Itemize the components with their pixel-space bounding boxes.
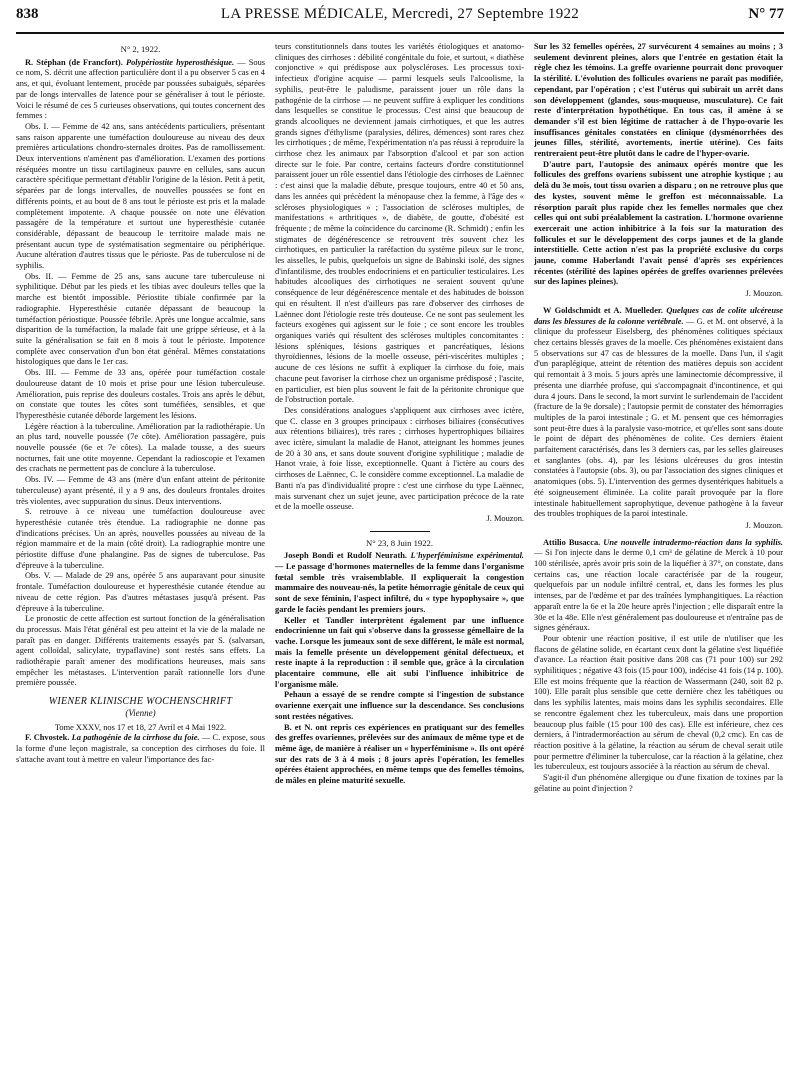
issue-line: N° 23, 8 Juin 1922. [366,537,433,548]
issue-line: N° 2, 1922. [120,44,161,54]
article-title: Une nouvelle intradermo-réaction dans la syphilis. [603,537,783,547]
abstract-bondi-neurath [275,551,524,615]
observation-4: Obs. IV. — Femme de 43 ans (mère d'un enfant atteint de péritonite tuberculeuse) ayant présenté, il y a 9 ans, des douleurs frontales droites très violentes, avec suppuration du sinus. Deux interventions. [16,475,265,506]
author: W Goldschmidt et A. Muelleder. [543,305,663,315]
abstract-paragraph: Pehaun a essayé de se rendre compte si l'ingestion de substance ovarienne exerçait une influence sur la descendance. Ses conclusions sont restées négatives. [275,690,524,721]
cirrhosis-paragraph-2: Des considérations analogues s'appliquent aux cirrhoses avec ictère, que C. classe en 3 groupes principaux : cirrhoses biliaires (consécutives aux rétentions biliaires), très rares ; cirrhoses hypertrophiques biliaires avec ictère, simulant la maladie de Hanot, atteignant les hommes jeunes de 20 à 30 ans, et sans doute souvent d'origine syphilitique ; maladie de Hanot vraie, à foie lisse, exceptionnelle. Quant à l'ictère au cours des cirrhoses de Laënnec, C. le considère comme exceptionnel. La maladie de Banti n'a pas d'individualité propre : c'est une cirrhose du type Laënnec, mais survenant chez un sujet jeune, avec participation précoce de la rate et de la moelle osseuse. [275,405,524,512]
abstract-stephan [16,58,265,122]
article-title: Quelques cas de colite ulcéreuse dans les blessures de la colonne vertébrale. [534,305,783,326]
prognosis-paragraph: Le pronostic de cette affection est surtout fonction de la généralisation du processus. Mais l'état général est peu atteint et la vie de la malade ne paraît pas en danger. Différents traitements essayés par S. (salvarsan, agent colloïdal, salicylate, trypaflavine) sont restés sans effets. La radiothérapie paraît amener des modifications heureuses, mais sans empêcher les métastases. L'intervention paraît rationnelle lors d'une première poussée. [16,614,265,688]
abstract-paragraph: B. et N. ont repris ces expériences en pratiquant sur des femelles des greffes ovariennes, prélevées sur des animaux de même type et de même âge, de manière à réaliser un « hyperféminisme ». Ils ont opéré sur des rats de 3 à 4 mois ; 8 jours après l'opération, les femelles opérées étaient approchées, en même temps que des femelles témoins, de mâles en pleine maturité sexuelle. [275,722,524,786]
cirrhosis-continued: teurs constitutionnels dans toutes les variétés étiologiques et anatomo-cliniques des cirrhoses : débilité congénitale du foie, et surtout, « diathèse conjonctive » qui prédispose aux polyscléroses. Les processus toxi-infectieux d'origine acquise — parmi lesquels seuls l'alcoolisme, la syphilis, peut-être le paludisme, paraissent jouer un rôle dans la pathogénie de la cirrhose — ne peuvent suffire à expliquer les conditions dans lesquelles se constitue le processus. C'est ainsi que beaucoup de grands alcooliques ne deviennent jamais cirrhotiques, et que les autres grands signes d'éthylisme (paralysies, délires, démences) sont rares chez les cirrhotiques ; de même, l'expérimentation n'a pas réussi à reproduire la cirrhose chez les animaux par l'absorption d'alcool et par son action directe sur le foie. Par contre, certains facteurs d'ordre constitutionnel paraissent jouer un rôle essentiel dans l'étiologie des cirrhoses de Laënnec : c'est ainsi que la maladie débute, presque toujours, entre 40 et 50 ans, dans les années qui précèdent la ménopause chez la femme, à l'âge des « scléroses physiologiques » ; l'association de scléroses multiples, de manifestations « arthritiques », de diabète, de goutte, d'obésité est fréquente ; de même la coïncidence du carcinome (R. Schmidt) ; enfin les stigmates de dégénérescence se retrouvent très souvent chez les cirrhotiques, en particulier la raréfaction du système pileux sur le tronc, les aisselles, le pubis, quelquefois un signe de Babinski isolé, des signes d'infantilisme, des troubles endocriniens et en particulier testiculaires. Les habitudes alcooliques des cirrhotiques ne seraient souvent qu'une conséquence de leur dégénérescence mentale et des habitudes de boisson qui en résultent. Il n'est d'ailleurs pas rare d'observer des cirrhoses de Laënnec dont l'étiologie reste très douteuse. Ce ne sont pas seulement les facteurs exogènes qui agissent sur le foie ; ce sont encore les troubles organiques variés qui résultent des scléroses multiples concomitantes : lésions spléniques, lésions gastriques et pancréatiques, lésions thyroïdiennes, lésions de la moelle osseuse, péri-viscérites multiples ; aucune de ces lésions ne suffit à expliquer la cirrhose du foie, mais chacune peut favoriser la cirrhose chez un organisme prédisposé ; l'ascite, en particulier, est bien plus souvent le fait de la péritonite chronique que de l'obstruction portale. [275,42,524,405]
author: Attilio Busacca. [543,537,601,547]
author: F. Chvostek. [25,733,70,743]
column-1 [16,42,265,1077]
article-title: L'hyperféminisme expérimental. [410,551,524,561]
abstract-text: — C. expose, sous la forme d'une leçon magistrale, sa conception des cirrhoses du foie. Il s'attache avant tout à mettre en valeur l'importance des fac- [16,733,265,764]
journal-heading: WIENER KLINISCHE WOCHENSCHRIFT [48,696,233,708]
hyperfeminism-continued: Sur les 32 femelles opérées, 27 survécurent 4 semaines au moins ; 3 seulement devinrent pleines, alors que l'entrée en gestation était la règle chez les témoins. La greffe ovarienne pourrait donc provoquer la stérilité. L'évolution des follicules ovariens ne paraît pas modifiée, cependant, par l'opération ; c'est l'utérus qui subirait un arrêt dans son développement (glandes, sous-muqueuse, musculature). Ce fait reste d'interprétation hypothétique. En tous cas, il amène à se demander s'il est bien légitime de rattacher à de l'hypo-ovarie les insuffisances génitales constatées en clinique (dysménorrhées des jeunes filles, stérilité, avortements, inertie utérine). Ces faits rentreraient peut-être plutôt dans le cadre de l'hyper-ovarie. [534,42,783,159]
abstract-paragraph: Pour obtenir une réaction positive, il est utile de n'utiliser que les flacons de gélatine solide, en écartant ceux dont la gélatine s'est liquéfiée d'avance. La réaction était positive dans 208 cas (71 pour 100) sur 292 syphilitiques ; négative 43 fois (15 pour 100), indécise 41 fois (14 p. 100). Elle est moins fréquente que la réaction de Wassermann (240, soit 82 p. 100). Elle paraît plus sensible que cette dernière chez les tabétiques ou dans les syphilis latentes, mais moins dans les syphilis secondaires. Elle se rencontre également chez les tuberculeux, mais dans une proportion beaucoup plus faible (15 pour 100 des cas). Elle est inférieure, chez ces derniers, à l'intradermoréaction au sérum de cheval (0,2 cmc). En cas de réaction positive à la gélatine, la réaction au sérum de cheval serait utile pour permettre d'éliminer la tuberculose, car la réaction à la gélatine, chez les tuberculeux, est toujours associée à la réaction au sérum de cheval. [534,633,783,772]
journal-title: LA PRESSE MÉDICALE, Mercredi, 27 Septembre 1922 [220,6,580,22]
page-number: 838 [16,6,39,22]
observation-2: Obs. II. — Femme de 25 ans, sans aucune tare tuberculeuse ni syphilitique. Début par les pieds et les tibias avec douleurs telles que la marche est bientôt impossible. Périostite tibiale confirmée par la radiographie. Hyperesthésie cutanée dépassant de beaucoup la tuméfaction périostique. Poussée fébrile. Après une longue accalmie, sans disparition de la tuméfaction, la malade fait une grippe sérieuse, et à la suite la généralisation se fait en 8 mois à tout le périoste. Impotence complète avec conservation d'un bon état général. Mêmes constatations histologiques que dans le 1er cas. [16,271,265,367]
signature: J. Mouzon. [745,520,783,530]
observation-3: Obs. III. — Femme de 33 ans, opérée pour tuméfaction costale douloureuse datant de 10 mois et prise pour une lésion tuberculeuse. Amélioration, puis reprise des douleurs costales. Trois ans après le début, on constate que toutes les côtes sont tuméfiées, sensibles, et que l'hyperesthésie cutanée déborde largement les lésions. [16,368,265,420]
abstract-text: — Sous ce nom, S. décrit une affection particulière dont il a pu observer 5 cas en 4 ans, et qui, évoluant lentement, procède par poussées subaiguës, séparées par de longs intervalles de latence pour se généraliser à tout le périoste. Voici le résumé de ces 5 curieuses observations, qui toutes concernent des femmes : [16,57,265,121]
observation-3-continued: Légère réaction à la tuberculine. Amélioration par la radiothérapie. Un an plus tard, nouvelle poussée (7e côte). Amélioration passagère, puis nouvelle poussée (6e et 7e côtes). La malade tousse, a des sueurs nocturnes, fait une otite moyenne. Cependant la radioscopie et l'examen des crachats ne permettent pas de conclure à la tuberculose. [16,421,265,474]
article-title: La pathogénie de la cirrhose du foie. [71,733,200,743]
abstract-text: — Si l'on injecte dans le derme 0,1 cm³ de gélatine de Merck à 10 pour 100 stérilisée, après avoir pris soin de la liquéfier à 37°, on constate, dans certains cas, une réaction locale caractérisée par de la rougeur, quelquefois par un nodule infiltré central, et, dans les formes les plus intenses, par de l'œdème et par des traînées lymphangitiques. La réaction apparaît entre la 6e et la 20e heure après l'injection ; elle disparaît entre la 30e et la 48e. Elle n'est généralement pas douloureuse et n'entraîne pas de signes généraux. [534,548,783,633]
abstract-text: — G. et M. ont observé, à la clinique du professeur Eiselsberg, des phénomènes colitiques spéciaux chez certains blessés graves de la moelle. Ces phénomènes existaient dans 5 observations sur 47 cas de blessures de la moelle. Dans l'un, il s'agit d'un paraplégique, atteint de rétention des matières depuis son accident qui remontait à 3 mois. 5 jours après une laminectomie décompressive, il présenta une diarrhée profuse, qui s'accompagnait d'incontinence, et qui dura 4 jours. Dans le second, la mort survint le surlendemain de l'accident (fracture de la 9e dorsale) ; l'autopsie permit de constater des hémorragies multiples de la paroi intestinale ; G. et M. pensent que ces hémorragies sont peut-être dues à la paralysie vaso-motrice, et qu'elles sont sans doute le point de départ des phénomènes de colite. Ces derniers étaient parfaitement caractérisés, dans les 3 derniers cas, par les selles glaireuses et sanglantes (obs. 4), par les lésions ulcéreuses du gros intestin constatées à l'autopsie (obs. 3), ou par l'association des signes cliniques et anatomiques (obs. 5). L'intervention des germes dysentériques habituels a été soigneusement éliminée. La colite paraît provoquée par la flore intestinale habituellement saprophytique, devenue pathogène à la faveur des troubles trophiques de la paroi intestinale. [534,316,783,519]
signature: J. Mouzon. [745,289,783,299]
author: Joseph Bondi et Rudolf Neurath. [284,551,408,561]
signature: J. Mouzon. [486,513,524,523]
journal-city: (Vienne) [125,707,156,718]
author: R. Stéphan (de Francfort). [25,57,123,67]
abstract-goldschmidt [534,306,783,520]
abstract-busacca [534,538,783,634]
abstract-paragraph: Keller et Tandler interprètent également par une influence endocrinienne un fait qui s'observe dans la grossesse gémellaire de la vache. Lorsque les jumeaux sont de sexe différent, le mâle est normal, mais la femelle présente un développement génital défectueux, et reste inapte à la reproduction : il semble que, grâce à la circulation placentaire commune, elle ait subi l'influence inhibitrice de l'organisme mâle. [275,615,524,689]
abstract-text: — Le passage d'hormones maternelles de la femme dans l'organisme fœtal semble très vraisemblable. Il expliquerait la congestion mammaire des nouveau-nés, la petite hémorragie génitale de ceux qui sont de sexe féminin, l'aspect infiltré, du « type hypophysaire », que garde le faciès pendant les premiers jours. [275,562,524,614]
hyperfeminism-paragraph: D'autre part, l'autopsie des animaux opérés montre que les follicules des greffons ovariens subissent une atrophie kystique ; au delà du 3e mois, tout tissu ovarien a disparu ; on ne retrouve plus que des kystes, souvent même le greffon est méconnaissable. La résorption paraît plus rapide chez les femelles normales que chez celles qui ont subi préalablement la castration. L'hormone ovarienne exercerait une action inhibitrice à la fois sur la maturation des follicules et sur le développement des corps jaunes et de la glande interstitielle. Cette action n'est pas la propriété exclusive du corps jaune, comme Haberlandt l'avait pensé d'après ses expériences récentes (stérilité des lapines opérées de greffes ovariennes prélevées sur des lapines pleines). [534,159,783,287]
observation-4-continued: S. retrouve à ce niveau une tuméfaction douloureuse avec hyperesthésie cutanée très étendue. La radiographie ne donne pas d'indications précises. Un an après, nouvelles poussées au niveau de la région mammaire et de la main (côté droit). La radiographie montre une périostite diffuse d'une phalangine. Pas de signes de tuberculose. Pas d'épreuve à la tuberculine. [16,507,265,570]
article-title: Polypériostite hyperosthésique. [125,57,235,67]
abstract-paragraph: S'agit-il d'un phénomène allergique ou d'une fixation de toxines par la gélatine au point d'injection ? [534,773,783,793]
observation-5: Obs. V. — Malade de 29 ans, opérée 5 ans auparavant pour sinusite frontale. Tuméfaction douloureuse et hyperesthésie cutanée étendue au niveau de cette région. Pas d'autres métastases jusqu'à présent. Pas d'épreuve à la tuberculine. [16,571,265,613]
observation-1: Obs. I. — Femme de 42 ans, sans antécédents particuliers, présentant sans raison apparente une tuméfaction douloureuse au niveau des deux premières articulations chondro-sternales droites. Pas de ramollissement. Deux interventions n'amènent pas d'amélioration. L'examen des portions réséquées montre un tissu cartilagineux pauvre en cellules, sans aucun caractère spécifique permettant d'établir l'origine de la lésion. Petit à petit, séparées par de longs intervalles, de nouvelles poussées se font en différents points, et au bout de 8 ans tout le périoste est pris et la malade complètement impotente. A chaque poussée on note une élévation passagère de la température et surtout une hyperesthésie cutanée considérable, dépassant de beaucoup le territoire malade mais ne présentant aucun type de systématisation segmentaire ou périphérique. Aucune altération d'autres tissus que le périoste. Pas de tuberculose ni de syphilis. [16,121,265,271]
column-3 [534,42,783,1077]
separator-rule [370,531,430,532]
text-columns [16,42,784,1077]
abstract-chvostek [16,733,265,765]
issue-number: N° 77 [748,6,784,22]
journal-issue: Tome XXXV, nos 17 et 18, 27 Avril et 4 Mai 1922. [54,722,227,732]
running-head [16,6,784,34]
column-2 [275,42,524,1077]
